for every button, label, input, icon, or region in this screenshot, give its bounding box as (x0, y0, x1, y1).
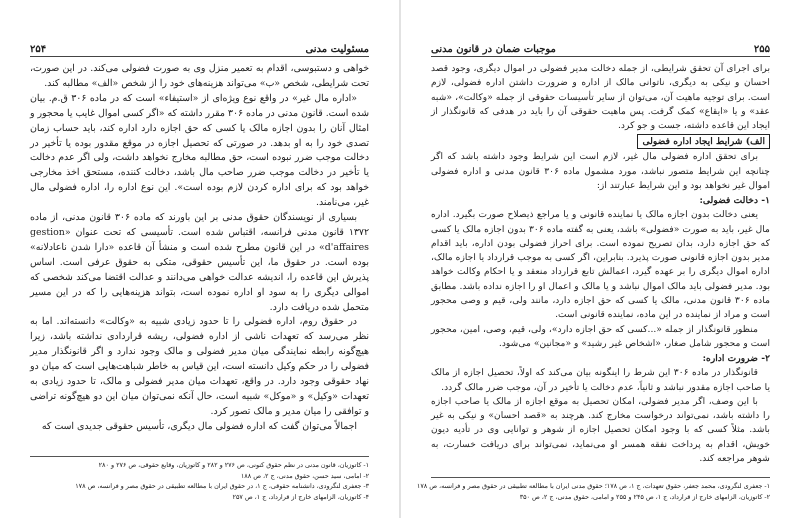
footnote: ۴- کاتوزیان، الزامهای خارج از قرارداد، ج ۱، ص ۲۵۷ (232, 492, 369, 501)
left-page (0, 0, 399, 518)
paragraph: خواهی و دستبوسی، اقدام به تعمیر منزل وی به صورت فضولی می‌کند. در این صورت، تحت شرایطی، شخص «ب» می‌تواند هزینه‌های خود را از شخص «الف» مطالبه کند. (30, 63, 369, 89)
paragraph: بسیاری از نویسندگان حقوق مدنی بر این باورند که ماده ۳۰۶ قانون مدنی، از ماده ۱۳۷۲ قانون مدنی فرانسه، اقتباس شده است. تأسیسی که تحت عنوان «gestion d'affaires» در این قانون مطرح شده است و منشأ آن قاعده «دارا شدن ناعادلانه» بوده است. در حقوق ما، این تأسیس حقوقی، متکی به حقوق عرفی است. اساس پذیرش این قاعده را، اندیشه عدالت خواهی می‌دانند و عدالت اقتضا می‌کند شخصی که اموالی دیگری را به سود او اداره نموده است، بتواند هزینه‌هایی را که در این مسیر متحمل شده دریافت دارد. (30, 212, 369, 313)
footnote: ۱- جعفری لنگرودی، محمد جعفر، حقوق تعهدات، ج ۱، ص ۱۷۸؛ حقوق مدنی ایران با مطالعه تطبیقی در حقوق مصر و فرانسه، ص ۱۷۸ (416, 482, 770, 490)
right-page (401, 0, 800, 518)
left-page-body (30, 62, 369, 435)
right-footnotes (416, 477, 770, 502)
right-page-number: ۲۵۵ (753, 44, 770, 55)
paragraph: یعنی دخالت بدون اجازه مالک یا نماینده قانونی و یا مراجع ذیصلاح صورت بگیرد. اداره مال غیر، باید به صورت «فضولی» باشد، یعنی به گفته ماده ۳۰۶ بدون اجازه مالک یا کسی که حق اجازه دارد، بدان تصریح نموده است. برای احراز فضولی بودن اداره، باید اقدام مدیر بدون اجازه قانونی صورت پذیرد. بنابراین، اگر کسی به موجب قرارداد یا اجازه مالک، اداره اموال دیگری را بر عهده گیرد، اعمالش تابع قرارداد منعقد و یا احکام وکالت خواهد بود. مدیر فضولی باید مالک اموال نباشد و یا مالک و اعمال او را اجازه نداده باشد. مطابق ماده ۳۰۶ قانون مدنی، مالک یا کسی که حق اجازه دارد، مانند ولی، قیم و وصی محجور است و مراد از نماینده در این ماده، نماینده قانونی است. (431, 209, 770, 321)
paragraph: در حقوق روم، اداره فضولی را تا حدود زیادی شبیه به «وکالت» دانسته‌اند. اما به نظر می‌رسد که تعهدات ناشی از اداره فضولی، ریشه قراردادی نداشته باشد، زیرا هیچ‌گونه رابطه نمایندگی میان مدیر فضولی و مالک وجود ندارد و اگر قانونگذار مدیر فضولی را در حکم وکیل دانسته است، این قیاس به خاطر شباهت‌هایی است که میان دو نهاد حقوقی وجود دارد. در واقع، تعهدات میان مدیر فضولی و مالک، تا حدود زیادی به تعهدات «وکیل» و «موکل» شبیه است، حال آنکه نمی‌توان میان این دو هیچ‌گونه تراضی و توافقی را میان مدیر و مالک تصور کرد. (30, 316, 369, 417)
footnote: ۳- جعفری لنگرودی، دانشنامه حقوقی، ج ۱، در حقوق ایران با مطالعه تطبیقی در حقوق مصر و فرانسه، ص ۱۷۸ (75, 482, 369, 490)
section-heading: الف) شرایط ایجاد اداره فضولی (637, 134, 770, 149)
footnote: ۲- امامی، سید حسن، حقوق مدنی، ج ۲، ص ۱۸۸ (240, 471, 369, 480)
left-footnotes (30, 456, 369, 502)
footnote: ۲- کاتوزیان، الزامهای خارج از قرارداد، ج ۱، ص ۲۴۵ و ۲۵۵ و امامی، حقوق مدنی، ج ۲، ص ۳۵۰ (519, 492, 770, 501)
left-page-header (30, 42, 369, 57)
paragraph: با این وصف، اگر مدیر فضولی، امکان تحصیل به موقع اجازه از مالک یا صاحب اجازه را داشته باشد، نمی‌تواند درخواست مخارج کند. هرچند به «قصد احسان» و نیکی به غیر باشد. مثلاً کسی که با وجود امکان تحصیل اجازه از شوهر و توانایی وی در تأدیه دیون خویش، اقدام به پرداخت نفقه همسر او می‌نماید، نمی‌تواند برای دریافت خسارت، به شوهر مراجعه کند. (431, 395, 770, 464)
subheading: ۱- دخالت فضولی: (699, 195, 770, 207)
paragraph: قانونگذار در ماده ۳۰۶ این شرط را اینگونه بیان می‌کند که اولاً، تحصیل اجازه از مالک یا صاحب اجازه مقدور نباشد و ثانیاً، عدم دخالت یا تأخیر در آن، موجب ضرر مالک گردد. (431, 367, 770, 393)
subheading: ۲- ضرورت اداره: (702, 353, 770, 365)
left-page-number: ۲۵۴ (30, 44, 47, 55)
right-page-header (431, 42, 770, 57)
right-page-body (431, 62, 770, 466)
paragraph: منظور قانونگذار از جمله «...کسی که حق اجازه دارد»، ولی، قیم، وصی، امین، محجور است و محجور شامل صغار، «اشخاص غیر رشید» و «مجانین» می‌شود. (431, 323, 770, 349)
paragraph: برای اجرای آن تحقق شرایطی، از جمله دخالت مدیر فضولی در اموال دیگری، وجود قصد احسان و نیکی به دیگری، ناتوانی مالک از اداره و ضرورت داشتن اداره فضولی، لازم است. برای توجیه ماهیت آن، می‌توان از سایر تأسیسات حقوقی از جمله «وکالت»، «شبه عقد» و یا «ایقاع» کمک گرفت. پس ماهیت حقوقی آن را باید در هدفی که قانونگذار از ایجاد این قاعده داشته، جست و جو کرد. (431, 63, 770, 132)
left-running-title: مسئولیت مدنی (305, 44, 369, 55)
footnote: ۱- کاتوزیان، قانون مدنی در نظم حقوق کنونی، ص ۲۷۶ و ۲۸۲ و کاتوزیان، وقایع حقوقی، ص ۲۷۶ و ۲۸۰ (98, 461, 369, 469)
right-running-title: موجبات ضمان در قانون مدنی (431, 44, 556, 55)
paragraph: «اداره مال غیر» در واقع نوع ویژه‌ای از «استیفاء» است که در ماده ۳۰۶ ق.م. بیان شده است. قانون مدنی در ماده ۳۰۶ مقرر داشته که «اگر کسی اموال غایب یا محجور و امثال آنان را بدون اجازه مالک یا کسی که حق اجازه دارد اداره کند، باید حساب زمان تصدی خود را به او بدهد. در صورتی که تحصیل اجازه در موقع مقدور بوده یا تأخیر در دخالت موجب ضرر نبوده است، حق مطالبه مخارج نخواهد داشت، ولی اگر عدم دخالت یا تأخیر در دخالت موجب ضرر صاحب مال باشد، دخالت کننده، مستحق اخذ مخارجی خواهد بود که برای اداره کردن لازم بوده است». این نوع اداره را، اداره فضولی مال غیر، می‌نامند. (30, 92, 370, 209)
paragraph: برای تحقق اداره فضولی مال غیر، لازم است این شرایط وجود داشته باشد که اگر چنانچه این شرایط متصور نباشد، مورد مشمول ماده ۳۰۶ قانون مدنی و اداره فضولی اموال غیر نخواهد بود و این شرایط عبارتند از: (431, 151, 770, 191)
paragraph: اجمالاً می‌توان گفت که اداره فضولی مال دیگری، تأسیس حقوقی جدیدی است که (41, 420, 357, 432)
